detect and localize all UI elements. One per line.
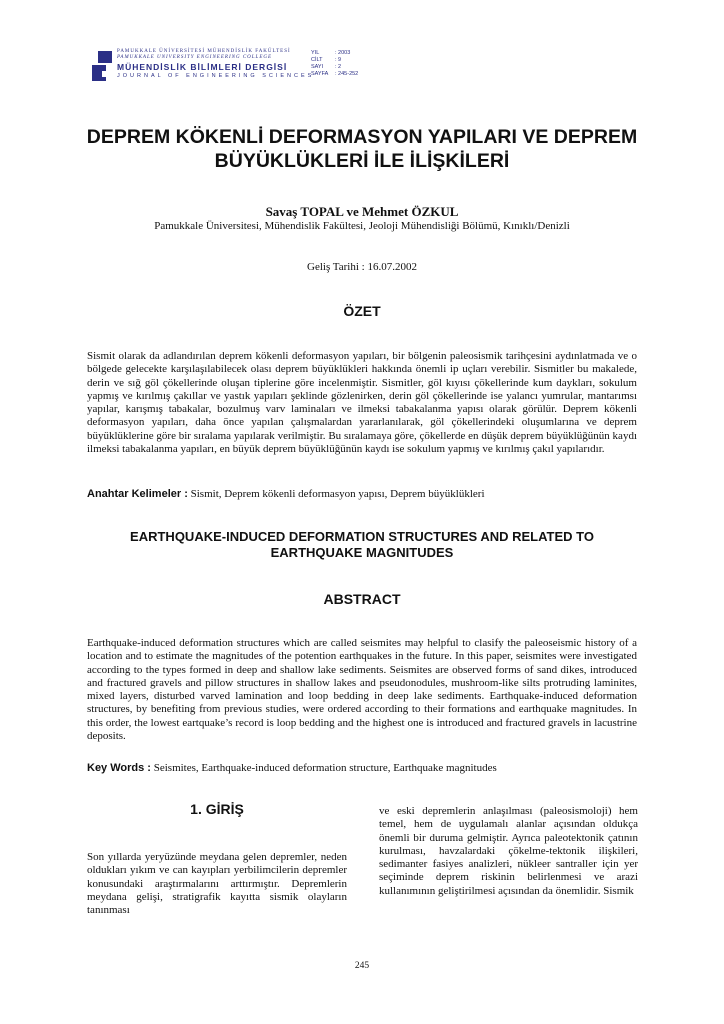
page-number: 245 bbox=[354, 961, 370, 971]
meta-key: YIL bbox=[311, 50, 320, 56]
meta-value: : 245-252 bbox=[335, 71, 359, 77]
abstract-heading: ABSTRACT bbox=[323, 591, 401, 607]
english-title-line-2: EARTHQUAKE MAGNITUDES bbox=[270, 545, 454, 560]
section-heading-introduction: 1. GİRİŞ bbox=[190, 801, 244, 817]
body-column-left: Son yıllarda yeryüzünde meydana gelen depremler, neden oldukları yıkım ve can kayıpları yerbilimcilerin depremler konusundaki araştırmalarını arttırmıştır. Depremlerin meydana gelişi, stratigrafik kayıtta sismik olayların tanınması bbox=[87, 851, 347, 917]
keywords-label: Anahtar Kelimeler : bbox=[87, 488, 188, 500]
received-date: Geliş Tarihi : 16.07.2002 bbox=[307, 261, 417, 273]
journal-name-tr: MÜHENDİSLİK BİLİMLERİ DERGİSİ bbox=[117, 62, 288, 72]
keywords-text: Sismit, Deprem kökenli deformasyon yapısı, Deprem büyüklükleri bbox=[187, 488, 485, 500]
journal-university-tr: PAMUKKALE ÜNİVERSİTESİ MÜHENDİSLİK FAKÜLTESİ bbox=[117, 49, 291, 54]
meta-row-volume bbox=[311, 57, 381, 64]
journal-meta bbox=[311, 50, 381, 78]
turkish-keywords bbox=[87, 488, 647, 500]
meta-key: CİLT bbox=[311, 57, 323, 63]
journal-name-en: JOURNAL OF ENGINEERING SCIENCES bbox=[117, 73, 315, 79]
keywords-label: Key Words : bbox=[87, 762, 151, 774]
paper-title-line-2: BÜYÜKLÜKLERİ İLE İLİŞKİLERİ bbox=[214, 150, 510, 172]
journal-logo bbox=[92, 51, 112, 81]
meta-value: : 2003 bbox=[335, 50, 351, 56]
english-keywords bbox=[87, 762, 647, 774]
affiliation: Pamukkale Üniversitesi, Mühendislik Fakültesi, Jeoloji Mühendisliği Bölümü, Kınıklı/Denizli bbox=[154, 220, 570, 232]
meta-key: SAYI bbox=[311, 64, 324, 70]
english-title-line-1: EARTHQUAKE-INDUCED DEFORMATION STRUCTURES AND RELATED TO bbox=[130, 529, 594, 544]
english-title bbox=[60, 529, 664, 561]
paper-title bbox=[60, 125, 664, 173]
meta-value: : 2 bbox=[335, 64, 342, 70]
meta-row-issue bbox=[311, 64, 381, 71]
abstract-text: Earthquake-induced deformation structures which are called seismites may helpful to clasify the paleoseismic history of a location and to estimate the magnitudes of the potention earthquakes in the future. In this paper, seismites were investigated according to the types formed in deep and shallow lake sediments. Seismites are observed forms of sand dikes, introduced and fractured gravels and pillow structures in shallow lakes and pseudonodules, mushroom-like silts protruding laminites, mixed layers, disturbed varved lamination and loop bedding in deep lake sediments. Earthquake-induced deformation structures, by benefiting from previous studies, were ordered according to their formations and earthquake magnitudes. In this order, the lowest eartquake’s record is loop bedding and the highest one is introduced and fractured gravels in lacustrine deposits. bbox=[87, 637, 637, 743]
paper-title-line-1: DEPREM KÖKENLİ DEFORMASYON YAPILARI VE DEPREM bbox=[86, 126, 638, 148]
meta-row-year bbox=[311, 50, 381, 57]
keywords-text: Seismites, Earthquake-induced deformation structure, Earthquake magnitudes bbox=[150, 762, 497, 774]
journal-university-en: PAMUKKALE UNIVERSITY ENGINEERING COLLEGE bbox=[117, 55, 273, 60]
ozet-text: Sismit olarak da adlandırılan deprem kökenli deformasyon yapıları, bir bölgenin paleosismik tarihçesini aydınlatmada ve o bölgede gelecekte karşılaşılabilecek olası deprem büyüklükleri hakkında önemli ip uçları verebilir. Sismitler bu makalede, derin ve sığ göl çökellerinde oluşan tiplerine göre incelenmiştir. Sismitler, göl kıyısı çökellerinde kum daykları, sokulum yapmış ve kırılmış çakıllar ve yastık yapıları şeklinde gözlenirken, derin göl çökellerinde ise yalancı yumrular, mantarımsı yapılar, karışmış tabakalar, bozulmuş varv laminaları ve ilmeksi tabakalanma yapısı olarak görülür. Deprem kökenli deformasyon yapıları, daha önce yapılan çalışmalardan yararlanılarak, göl çökellerindeki oluşumlarına ve deprem büyüklüklerine göre bir sıralama yapılarak verilmiştir. Bu sıralamaya göre, çökellerde en düşük deprem büyüklüğünün kaydı ilmeksi tabakalanma yapıları, en büyük deprem büyüklüğünün kaydı ise sokulum yapmış ve kırılmış çakıl yapılarıdır. bbox=[87, 350, 637, 456]
authors: Savaş TOPAL ve Mehmet ÖZKUL bbox=[265, 204, 459, 219]
meta-key: SAYFA bbox=[311, 71, 329, 77]
meta-row-pages bbox=[311, 71, 381, 78]
ozet-heading: ÖZET bbox=[343, 303, 381, 319]
meta-value: : 9 bbox=[335, 57, 342, 63]
body-column-right: ve eski depremlerin anlaşılması (paleosismoloji) hem temel, hem de uygulamalı alanlar açısından oldukça önemli bir duruma gelmiştir. Ayrıca paleotektonik çatının kurulması, havzalardaki çökelme-tektonik ilişkileri, sedimanter fasiyes analizleri, nükleer santraller için yer seçiminde deprem riskinin belirlenmesi ve arazi kullanımının geliştirilmesi açısından da önemlidir. Sismik bbox=[379, 805, 638, 897]
